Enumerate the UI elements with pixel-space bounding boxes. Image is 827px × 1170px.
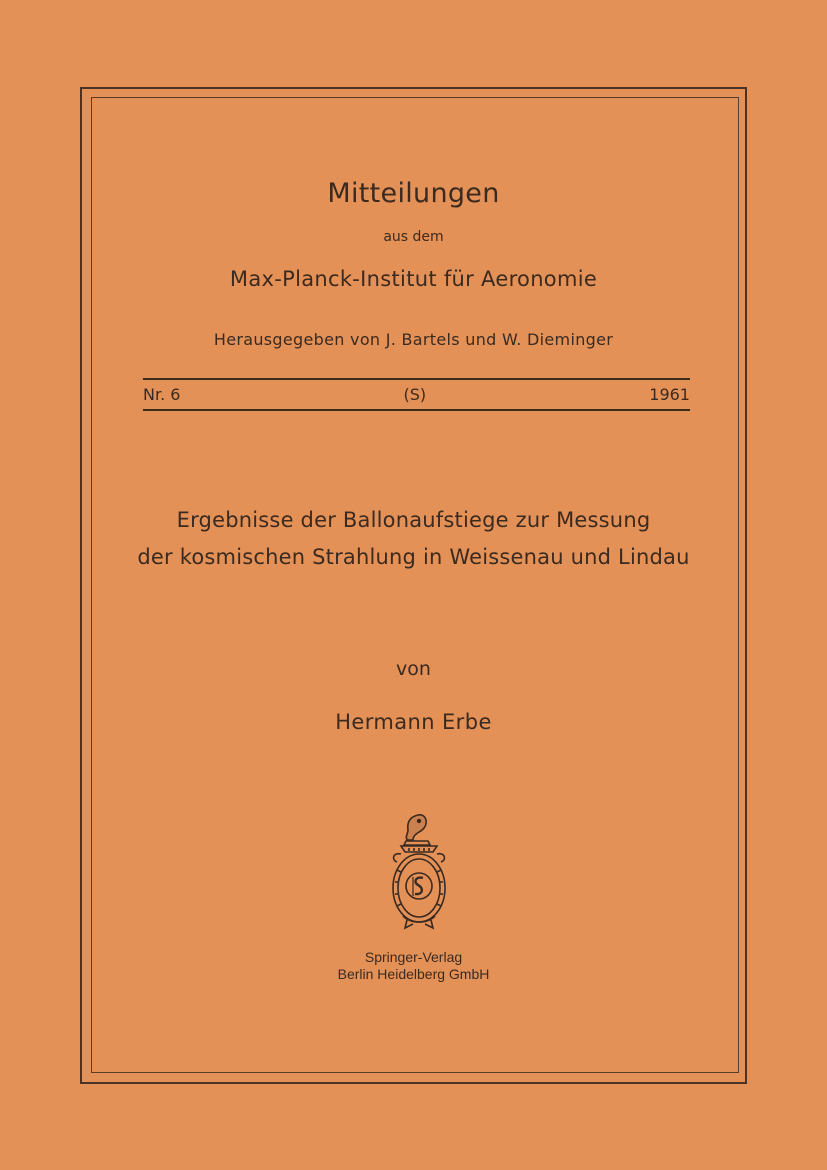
author-name: Hermann Erbe [335, 710, 492, 734]
by-label: von [396, 658, 431, 680]
publisher-location: Berlin Heidelberg GmbH [337, 966, 490, 982]
issue-info-row [143, 385, 690, 404]
issue-number: Nr. 6 [143, 385, 181, 404]
work-title-line-1: Ergebnisse der Ballonaufstiege zur Messung [176, 508, 651, 532]
editors-line: Herausgegeben von J. Bartels und W. Dieminger [213, 330, 614, 349]
issue-bottom-rule [143, 409, 690, 411]
springer-chess-knight-seal-icon [383, 810, 455, 936]
work-title-line-2: der kosmischen Strahlung in Weissenau und Lindau [137, 545, 690, 569]
institute-name: Max-Planck-Institut für Aeronomie [229, 267, 598, 291]
from-label: aus dem [383, 229, 444, 245]
publisher-name: Springer-Verlag [364, 949, 463, 965]
publisher-block [0, 949, 827, 983]
issue-year: 1961 [649, 385, 690, 404]
series-title: Mitteilungen [327, 178, 500, 209]
issue-top-rule [143, 378, 690, 380]
issue-code: (S) [403, 385, 427, 404]
